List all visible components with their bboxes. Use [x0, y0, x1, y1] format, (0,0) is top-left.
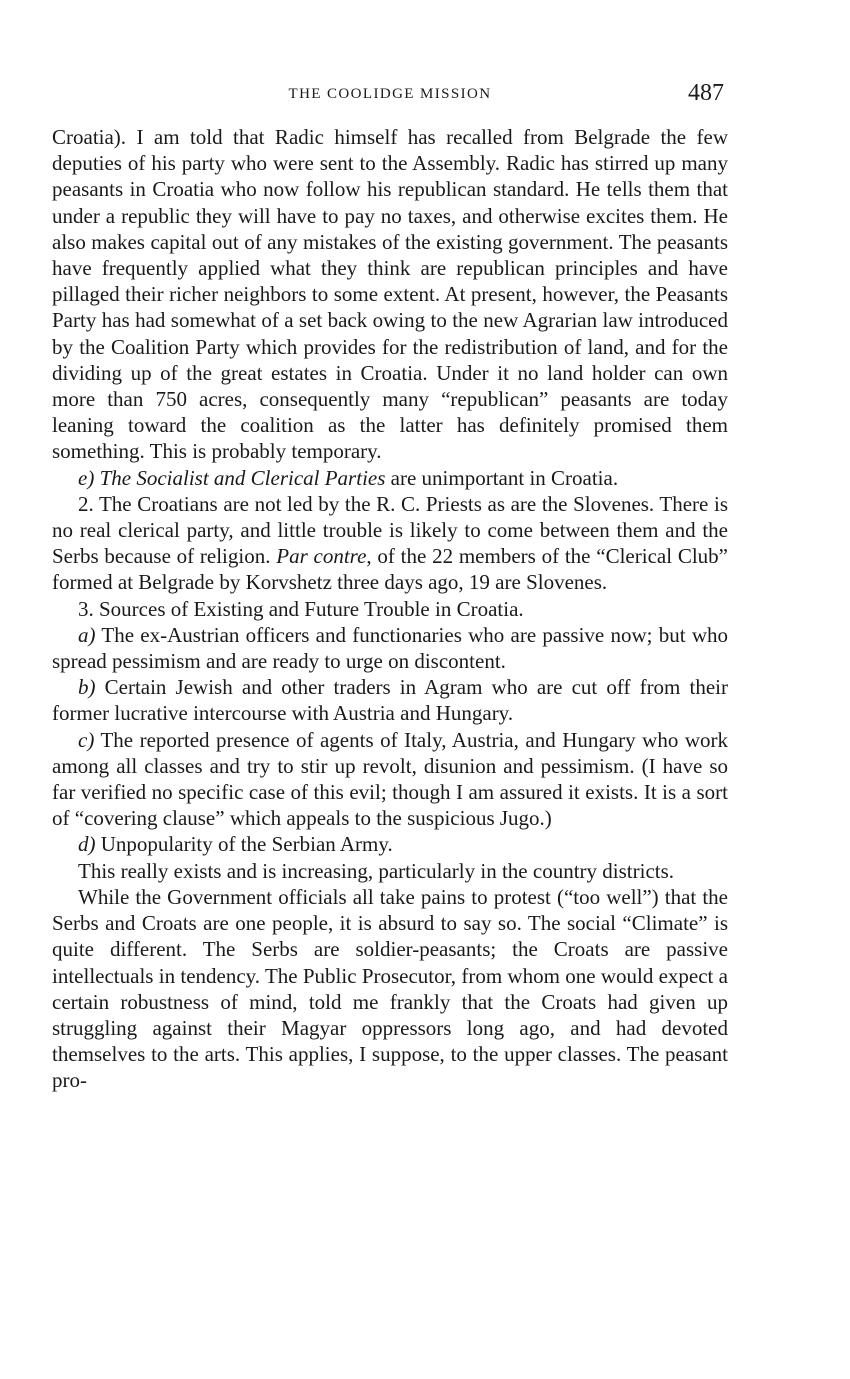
- paragraph-text: While the Government officials all take pains to protest (“too well”) that the Serbs and Croats are one people, it is absurd to say so. The social “Climate” is quite different. The Serbs are soldier-peasants; the Croats are passive intellectuals in tendency. The Public Prosecutor, from whom one would expect a certain robustness of mind, told me frankly that the Croats had given up struggling against their Magyar oppressors long ago, and had devoted themselves to the arts. This applies, I suppose, to the upper classes. The peasant pro-: [52, 884, 728, 1093]
- paragraph-text: Certain Jewish and other traders in Agram who are cut off from their former lucrative intercourse with Austria and Hungary.: [52, 675, 728, 726]
- running-title: THE COOLIDGE MISSION: [288, 86, 492, 102]
- item-label: d): [78, 832, 96, 857]
- paragraph-item-b: [52, 674, 728, 726]
- paragraph-text: 3. Sources of Existing and Future Trouble in Croatia.: [78, 596, 524, 621]
- paragraph-item-d: [52, 831, 728, 857]
- paragraph-item-e: [52, 465, 728, 491]
- paragraph-section-3: [52, 596, 728, 622]
- italic-phrase: Par contre: [276, 544, 367, 569]
- paragraph-text: The reported presence of agents of Italy, Austria, and Hungary who work among all classes and try to stir up revolt, disunion and pessimism. (I have so far verified no specific case of this evil; though I am assured it exists. It is a sort of “covering clause” which appeals to the suspicious Jugo.): [52, 727, 728, 831]
- paragraph-section-2: [52, 491, 728, 596]
- paragraph-text: Croatia). I am told that Radic himself has recalled from Belgrade the few deputies of his party who were sent to the Assembly. Radic has stirred up many peasants in Croatia who now follow his republican standard. He tells them that under a republic they will have to pay no taxes, and otherwise excites them. He also makes capital out of any mistakes of the existing government. The peasants have frequently applied what they think are republican principles and have pillaged their richer neighbors to some extent. At present, however, the Peasants Party has had somewhat of a set back owing to the new Agrarian law introduced by the Coalition Party which provides for the redistribution of land, and for the dividing up of the great estates in Croatia. Under it no land holder can own more than 750 acres, consequently many “republican” peasants are today leaning toward the coalition as the latter has definitely promised them something. This is probably temporary.: [52, 125, 728, 464]
- body-text: [52, 124, 728, 1094]
- paragraph-government: [52, 884, 728, 1094]
- paragraph-text: The ex-Austrian officers and functionaries who are passive now; but who spread pessimism and are ready to urge on discontent.: [52, 622, 728, 674]
- paragraph-item-a: [52, 622, 728, 674]
- paragraph-text: , of the 22 members of the “Clerical Club” formed at Belgrade by Korvshetz three days ago, 19 are Slovenes.: [52, 544, 728, 595]
- item-label: b): [78, 675, 96, 700]
- item-label: c): [78, 727, 95, 752]
- paragraph-item-c: [52, 727, 728, 832]
- item-label: e): [78, 465, 95, 490]
- page-number: 487: [688, 80, 724, 106]
- paragraph-army: [52, 858, 728, 884]
- paragraph-text: Unpopularity of the Serbian Army.: [95, 832, 393, 857]
- paragraph-text: This really exists and is increasing, particularly in the country districts.: [78, 858, 675, 883]
- paragraph-radic: [52, 124, 728, 465]
- paragraph-text: are unimportant in Croatia.: [385, 465, 619, 490]
- italic-phrase: The Socialist and Clerical Parties: [99, 465, 386, 490]
- item-label: a): [78, 622, 96, 647]
- running-head: [52, 80, 728, 110]
- paragraph-lead: 2. The Croatians are not led by the R. C. Priests as are the Slovenes. There is no real clerical party, and little trouble is likely to come between them and the Serbs because of religion.: [52, 491, 728, 569]
